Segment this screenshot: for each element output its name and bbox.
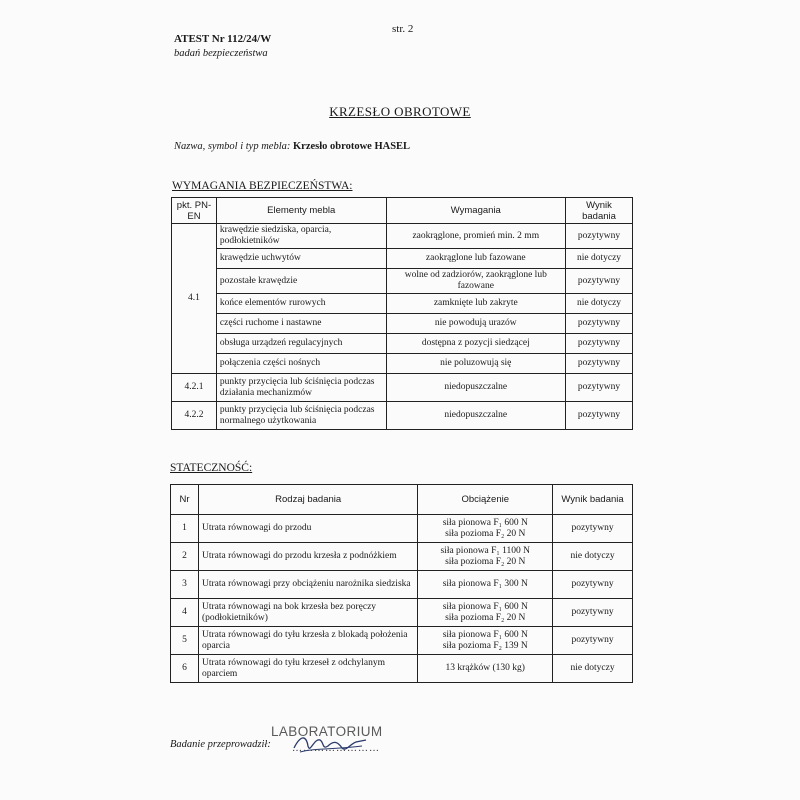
table-row: [171, 571, 633, 599]
result-cell: nie dotyczy: [566, 249, 633, 269]
certificate-number: ATEST Nr 112/24/W: [174, 33, 272, 45]
result-cell: pozytywny: [566, 402, 633, 430]
table-row: [172, 249, 633, 269]
table-row: [171, 627, 633, 655]
page-title: KRZESŁO OBROTOWE: [329, 104, 471, 119]
table-row: [171, 515, 633, 543]
requirement-cell: nie poluzowują się: [386, 354, 566, 374]
result-cell: pozytywny: [553, 571, 633, 599]
test-cell: Utrata równowagi na bok krzesła bez poręczy (podłokietników): [198, 599, 417, 627]
requirement-cell: dostępna z pozycji siedzącej: [386, 334, 566, 354]
load-cell: [418, 655, 553, 683]
load-cell: [418, 515, 553, 543]
result-cell: nie dotyczy: [553, 655, 633, 683]
certificate-subtitle: badań bezpieczeństwa: [174, 48, 268, 59]
load-line: siła pionowa F₁ 1100 N: [440, 545, 530, 556]
table-row: [172, 224, 633, 249]
nr-cell: 4: [171, 599, 199, 627]
test-cell: Utrata równowagi przy obciążeniu narożnika siedziska: [198, 571, 417, 599]
requirement-cell: zaokrąglone lub fazowane: [386, 249, 566, 269]
element-cell: krawędzie siedziska, oparcia, podłokietników: [216, 224, 386, 249]
nr-cell: 3: [171, 571, 199, 599]
pkt-cell: 4.1: [172, 224, 217, 374]
result-cell: pozytywny: [553, 599, 633, 627]
requirement-cell: zamknięte lub zakryte: [386, 294, 566, 314]
safety-heading: WYMAGANIA BEZPIECZEŃSTWA:: [172, 180, 353, 192]
table-row: [171, 655, 633, 683]
table-row: [172, 374, 633, 402]
result-cell: pozytywny: [566, 354, 633, 374]
table-row: [172, 354, 633, 374]
result-cell: pozytywny: [553, 627, 633, 655]
safety-table-body: [172, 224, 633, 430]
page-number: str. 2: [392, 23, 414, 35]
load-line: siła pozioma F₂ 20 N: [445, 528, 526, 539]
element-cell: połączenia części nośnych: [216, 354, 386, 374]
col-nr: Nr: [171, 485, 199, 515]
load-line: siła pozioma F₂ 20 N: [445, 612, 526, 623]
requirement-cell: zaokrąglone, promień min. 2 mm: [386, 224, 566, 249]
load-line: siła pozioma F₂ 139 N: [442, 640, 528, 651]
load-line: siła pozioma F₂ 20 N: [445, 556, 526, 567]
result-cell: nie dotyczy: [566, 294, 633, 314]
element-cell: pozostałe krawędzie: [216, 269, 386, 294]
element-cell: punkty przycięcia lub ściśnięcia podczas normalnego użytkowania: [216, 402, 386, 430]
stability-table: [170, 484, 633, 683]
test-cell: Utrata równowagi do tyłu krzeseł z odchylanym oparciem: [198, 655, 417, 683]
test-cell: Utrata równowagi do tyłu krzesła z blokadą położenia oparcia: [198, 627, 417, 655]
element-cell: punkty przycięcia lub ściśnięcia podczas działania mechanizmów: [216, 374, 386, 402]
table-row: [172, 269, 633, 294]
requirement-cell: niedopuszczalne: [386, 402, 566, 430]
load-line: 13 krążków (130 kg): [445, 663, 525, 673]
test-cell: Utrata równowagi do przodu: [198, 515, 417, 543]
furniture-label: Nazwa, symbol i typ mebla:: [174, 141, 291, 152]
col-pkt: pkt. PN-EN: [172, 198, 217, 224]
safety-table: [171, 197, 633, 430]
table-row: [171, 599, 633, 627]
table-row: [172, 402, 633, 430]
stability-table-body: [171, 515, 633, 683]
col-element: Elementy mebla: [216, 198, 386, 224]
result-cell: pozytywny: [553, 515, 633, 543]
furniture-value: Krzesło obrotowe HASEL: [293, 141, 411, 152]
nr-cell: 6: [171, 655, 199, 683]
requirement-cell: nie powodują urazów: [386, 314, 566, 334]
pkt-cell: 4.2.1: [172, 374, 217, 402]
nr-cell: 1: [171, 515, 199, 543]
col-result: Wynik badania: [566, 198, 633, 224]
col-requirement: Wymagania: [386, 198, 566, 224]
load-line: siła pionowa F₁ 600 N: [442, 629, 528, 640]
col-result: Wynik badania: [553, 485, 633, 515]
pkt-cell: 4.2.2: [172, 402, 217, 430]
load-line: siła pionowa F₁ 600 N: [442, 601, 528, 612]
furniture-line: [174, 141, 410, 152]
load-cell: [418, 627, 553, 655]
col-load: Obciążenie: [418, 485, 553, 515]
result-cell: pozytywny: [566, 374, 633, 402]
result-cell: pozytywny: [566, 269, 633, 294]
result-cell: pozytywny: [566, 334, 633, 354]
table-row: [172, 314, 633, 334]
load-line: siła pionowa F₁ 300 N: [442, 579, 528, 589]
result-cell: nie dotyczy: [553, 543, 633, 571]
signature: [290, 728, 370, 758]
requirement-cell: wolne od zadziorów, zaokrąglone lub fazowane: [386, 269, 566, 294]
test-cell: Utrata równowagi do przodu krzesła z podnóżkiem: [198, 543, 417, 571]
load-cell: [418, 543, 553, 571]
performed-by-label: Badanie przeprowadził:: [170, 739, 271, 750]
result-cell: pozytywny: [566, 314, 633, 334]
load-line: siła pionowa F₁ 600 N: [442, 517, 528, 528]
stability-heading: STATECZNOŚĆ:: [170, 462, 253, 474]
table-row: [172, 294, 633, 314]
element-cell: obsługa urządzeń regulacyjnych: [216, 334, 386, 354]
laboratory-stamp: LABORATORIUM: [271, 724, 383, 739]
element-cell: krawędzie uchwytów: [216, 249, 386, 269]
element-cell: części ruchome i nastawne: [216, 314, 386, 334]
nr-cell: 2: [171, 543, 199, 571]
table-row: [171, 543, 633, 571]
requirement-cell: niedopuszczalne: [386, 374, 566, 402]
load-cell: [418, 599, 553, 627]
result-cell: pozytywny: [566, 224, 633, 249]
col-test: Rodzaj badania: [198, 485, 417, 515]
load-cell: [418, 571, 553, 599]
nr-cell: 5: [171, 627, 199, 655]
element-cell: końce elementów rurowych: [216, 294, 386, 314]
table-row: [172, 334, 633, 354]
signature-dots: ……………………: [292, 743, 380, 754]
